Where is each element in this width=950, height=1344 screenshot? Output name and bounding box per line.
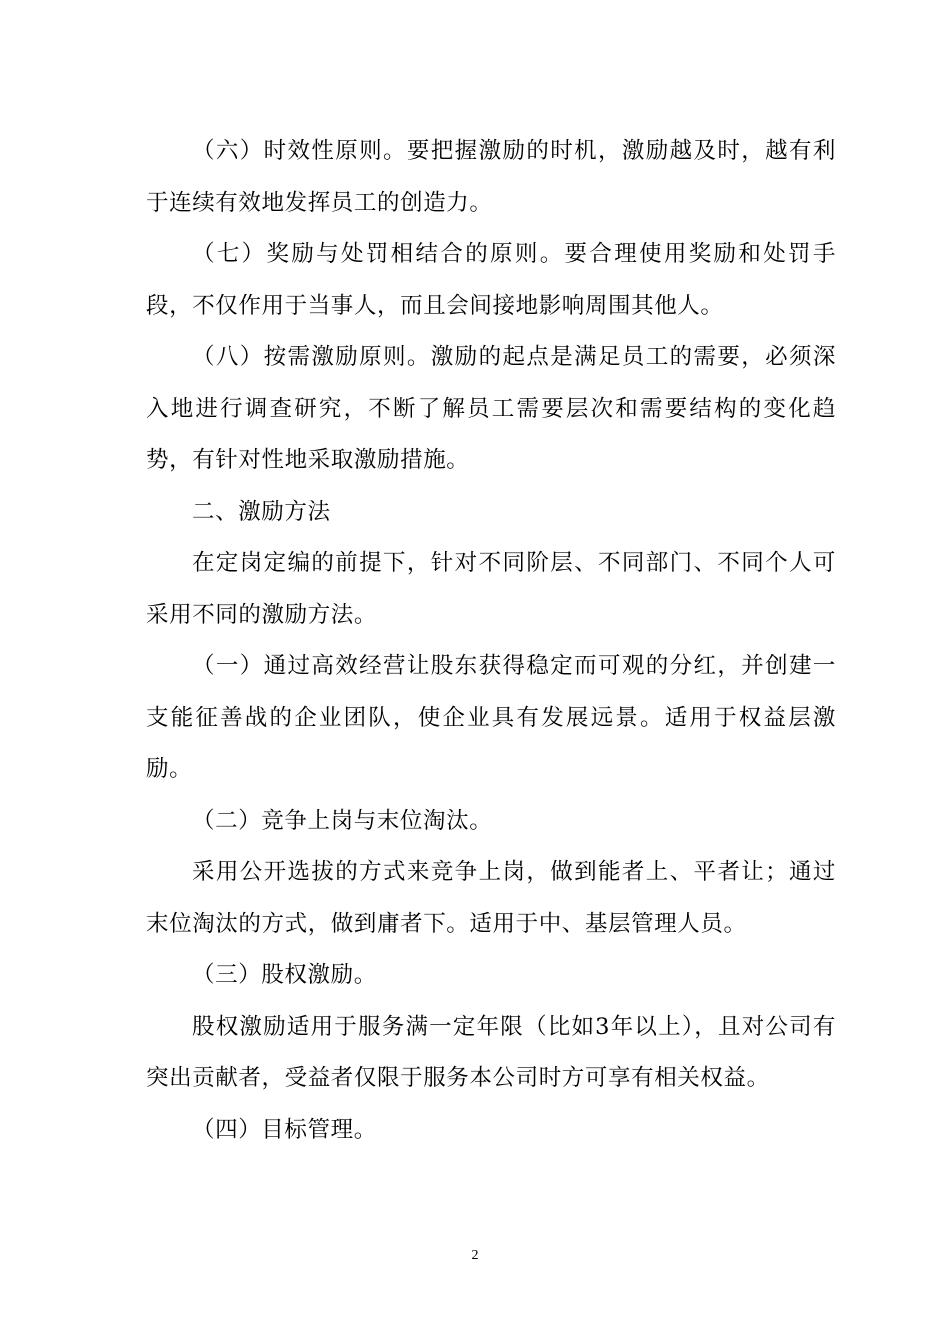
paragraph-method-3-detail: 股权激励适用于服务满一定年限（比如3年以上），且对公司有突出贡献者，受益者仅限于服务本公司时方可享有相关权益。 [146, 1013, 836, 1091]
section-heading-incentive-methods: 二、激励方法 [192, 498, 331, 525]
paragraph-principle-6: （六）时效性原则。要把握激励的时机，激励越及时，越有利于连续有效地发挥员工的创造力。 [146, 138, 836, 216]
subheading-method-3: （三）股权激励。 [192, 962, 377, 988]
document-body [146, 126, 836, 1156]
page-number: 2 [471, 1248, 479, 1263]
paragraph-principle-7: （七）奖励与处罚相结合的原则。要合理使用奖励和处罚手段，不仅作用于当事人，而且会间接地影响周围其他人。 [146, 241, 836, 319]
paragraph-method-1: （一）通过高效经营让股东获得稳定而可观的分红，并创建一支能征善战的企业团队，使企业具有发展远景。适用于权益层激励。 [146, 653, 836, 782]
paragraph-principle-8: （八）按需激励原则。激励的起点是满足员工的需要，必须深入地进行调查研究，不断了解员工需要层次和需要结构的变化趋势，有针对性地采取激励措施。 [146, 344, 836, 473]
subheading-method-2: （二）竞争上岗与末位淘汰。 [192, 807, 493, 834]
subheading-method-4: （四）目标管理。 [192, 1116, 377, 1143]
paragraph-method-2-detail: 采用公开选拔的方式来竞争上岗，做到能者上、平者让；通过末位淘汰的方式，做到庸者下。适用于中、基层管理人员。 [146, 859, 836, 937]
paragraph-methods-intro: 在定岗定编的前提下，针对不同阶层、不同部门、不同个人可采用不同的激励方法。 [146, 550, 836, 628]
